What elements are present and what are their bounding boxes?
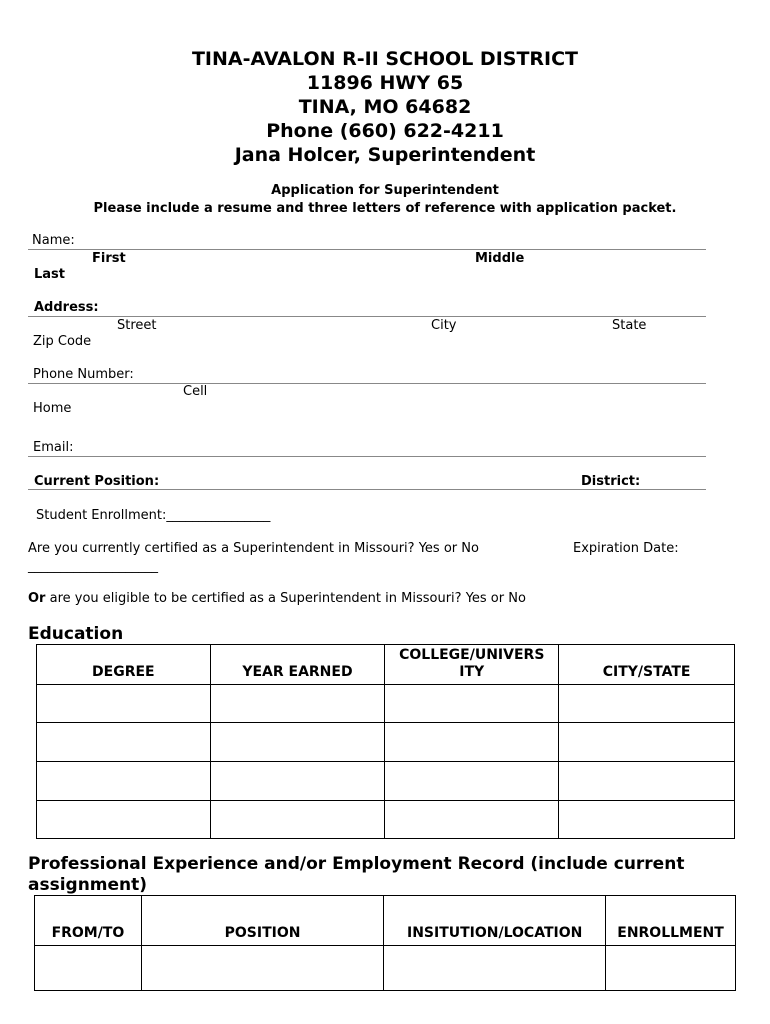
experience-title: Professional Experience and/or Employment Record (include current assignment) [28, 854, 685, 895]
district-name: TINA-AVALON R-II SCHOOL DISTRICT [191, 48, 579, 70]
education-cell[interactable] [559, 723, 735, 762]
phone-label: Phone Number: [33, 367, 134, 382]
email-label: Email: [33, 440, 74, 455]
education-cell[interactable] [559, 762, 735, 801]
certified-question: Are you currently certified as a Superintendent in Missouri? Yes or No [28, 541, 479, 556]
experience-cell[interactable] [35, 946, 142, 991]
address-zip-label: Zip Code [33, 334, 92, 349]
education-cell[interactable] [385, 685, 559, 723]
experience-header-row [35, 896, 736, 946]
eligible-question [28, 591, 526, 606]
education-header-year: YEAR EARNED [210, 645, 385, 685]
education-row [37, 762, 735, 801]
address-city-label: City [431, 318, 457, 333]
student-enrollment-field[interactable]: Student Enrollment:________________ [36, 508, 271, 523]
application-title: Application for Superintendent [271, 183, 499, 198]
district-city: TINA, MO 64682 [298, 96, 472, 118]
name-middle-label: Middle [475, 251, 525, 266]
name-last-label: Last [34, 267, 66, 282]
phone-input[interactable] [145, 368, 704, 384]
name-rule [28, 249, 706, 250]
expiration-date-label: Expiration Date: [573, 541, 679, 556]
name-first-label: First [92, 251, 126, 266]
education-row [37, 801, 735, 839]
education-cell[interactable] [559, 685, 735, 723]
district-label: District: [581, 474, 641, 489]
address-input[interactable] [110, 301, 704, 317]
superintendent-name: Jana Holcer, Superintendent [234, 144, 536, 166]
experience-cell[interactable] [141, 946, 383, 991]
address-state-label: State [612, 318, 647, 333]
expiration-date-field[interactable]: ____________________ [28, 559, 158, 574]
education-cell[interactable] [37, 801, 211, 839]
name-input[interactable] [80, 234, 704, 250]
education-header-city-state: CITY/STATE [559, 645, 735, 685]
eligible-or: Or [28, 591, 46, 606]
email-rule [28, 456, 706, 457]
experience-header-institution: INSITUTION/LOCATION [384, 896, 606, 946]
education-cell[interactable] [385, 801, 559, 839]
experience-cell[interactable] [606, 946, 736, 991]
position-rule [28, 489, 706, 490]
education-title: Education [28, 624, 124, 644]
education-cell[interactable] [37, 723, 211, 762]
education-cell[interactable] [210, 685, 385, 723]
experience-table [34, 895, 736, 991]
email-input[interactable] [80, 441, 704, 457]
district-phone: Phone (660) 622-4211 [266, 120, 504, 142]
education-cell[interactable] [37, 762, 211, 801]
education-header-college: COLLEGE/UNIVERS ITY [385, 645, 559, 685]
current-position-label: Current Position: [34, 474, 160, 489]
education-row [37, 723, 735, 762]
education-row [37, 685, 735, 723]
phone-home-label: Home [33, 401, 72, 416]
name-label: Name: [32, 233, 75, 248]
experience-row [35, 946, 736, 991]
education-header-row [37, 645, 735, 685]
education-cell[interactable] [385, 762, 559, 801]
education-header-degree: DEGREE [37, 645, 211, 685]
instructions: Please include a resume and three letters of reference with application packet. [93, 201, 677, 216]
district-address: 11896 HWY 65 [306, 72, 464, 94]
phone-rule [28, 383, 706, 384]
address-rule [28, 316, 706, 317]
eligible-text: are you eligible to be certified as a Superintendent in Missouri? Yes or No [45, 591, 526, 606]
education-cell[interactable] [559, 801, 735, 839]
education-cell[interactable] [385, 723, 559, 762]
education-cell[interactable] [37, 685, 211, 723]
address-label: Address: [34, 300, 99, 315]
experience-header-position: POSITION [141, 896, 383, 946]
education-cell[interactable] [210, 723, 385, 762]
education-table [36, 644, 735, 839]
address-street-label: Street [117, 318, 157, 333]
education-cell[interactable] [210, 801, 385, 839]
phone-cell-label: Cell [183, 384, 208, 399]
experience-header-enrollment: ENROLLMENT [606, 896, 736, 946]
experience-cell[interactable] [384, 946, 606, 991]
education-cell[interactable] [210, 762, 385, 801]
experience-header-from-to: FROM/TO [35, 896, 142, 946]
